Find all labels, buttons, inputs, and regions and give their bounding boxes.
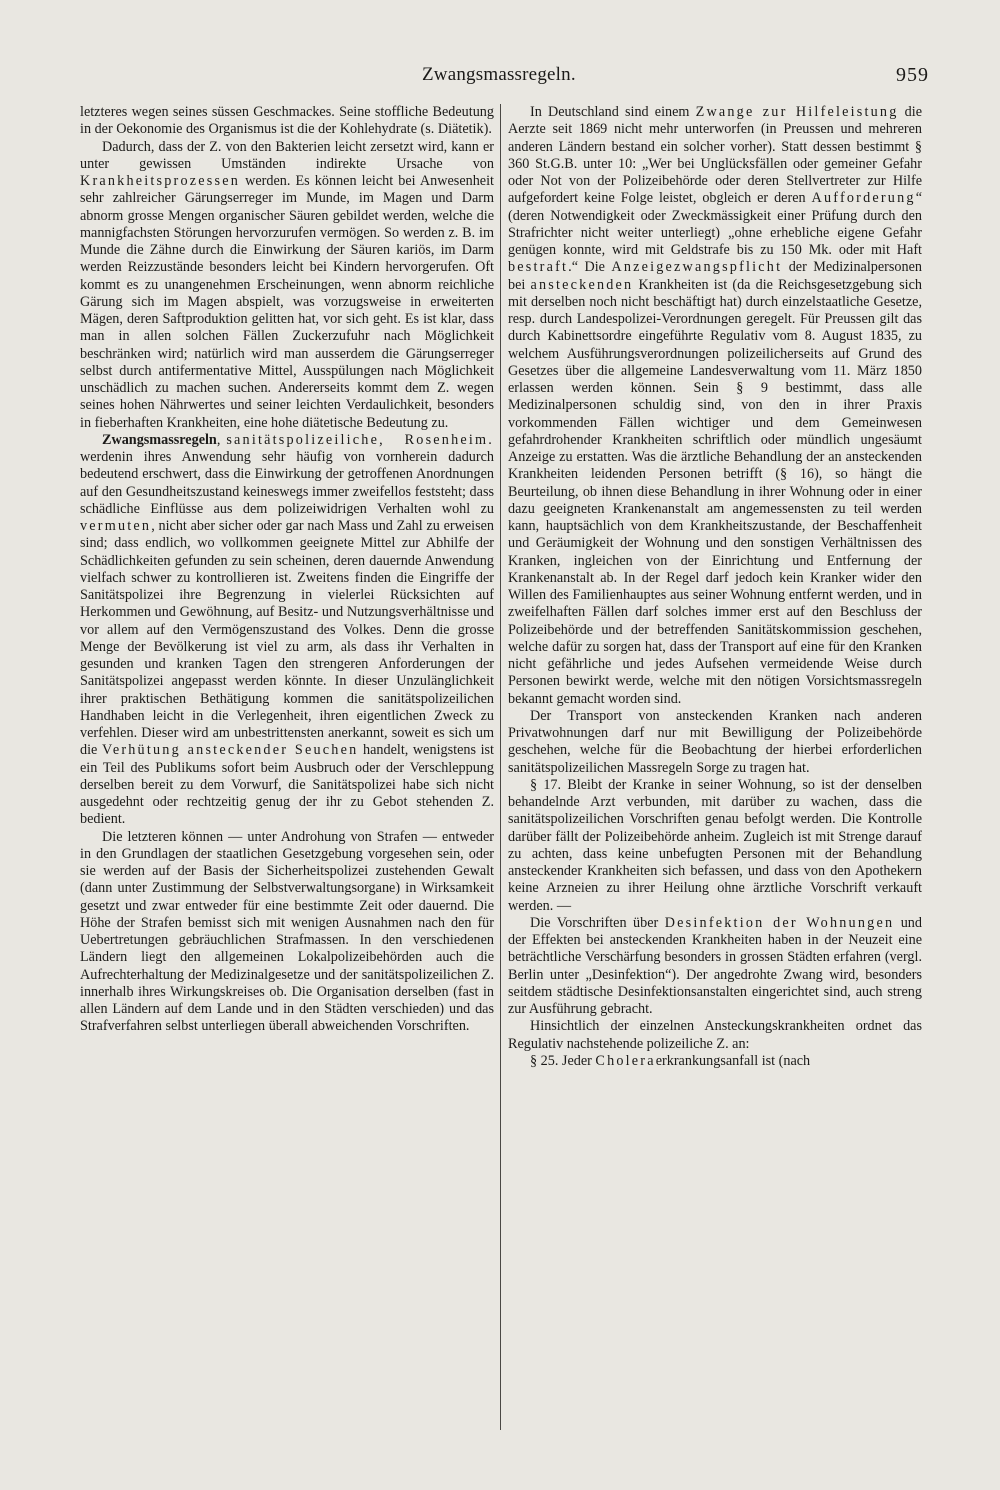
text-run: § 25. Jeder bbox=[530, 1052, 596, 1069]
spaced-emphasis: Anzeigezwangspflicht bbox=[611, 259, 783, 276]
entry-headword: Zwangsmassregeln bbox=[102, 431, 217, 448]
right-column bbox=[508, 104, 922, 1070]
text-run: Die letzteren können — unter Androhung von Strafen — entweder in den Grundlagen der staatlichen Gesetzgebung vorgesehen sein, oder sie werden auf der Basis der Sicherheitspolizei zustehenden Gewalt (dann unter Zustimmung der Selbstverwaltungsorgane) in Wirksamkeit gesetzt und zwar entweder für eine bestimmte Zeit oder dauernd. Die Höhe der Strafen bemisst sich mit wenigen Ausnahmen nach den für Uebertretungen gebräuchlichen Strafmassen. In den verschiedenen Ländern liegt den allgemeinen Lokalpolizeibehörden auch die Aufrechterhaltung der Medizinalgesetze und der sanitätspolizeilichen Z. innerhalb ihres Wirkungskreises ob. Die Organisation derselben (fast in allen Ländern auf dem Lande und in den Städten verschieden) und das Strafverfahren selbst unterliegen überall abweichenden Vorschriften. bbox=[80, 828, 494, 1035]
text-run: der Medizinalpersonen bei bbox=[508, 259, 922, 293]
text-run: , werdenin ihres Anwendung sehr häufig von vornherein dadurch bedeutend erschwert, dass die Einwirkung der getroffenen Anordnungen auf den Gesundheitszustand keineswegs immer zweifellos feststeht; dass schädliche Einflüsse aus dem polizeiwidrigen Verhalten wohl zu bbox=[80, 431, 494, 517]
text-run: Hinsichtlich der einzelnen Ansteckungskrankheiten ordnet das Regulativ nachstehende polizeiliche Z. an: bbox=[508, 1018, 922, 1052]
spaced-emphasis: ansteckenden bbox=[530, 276, 634, 293]
text-run: § 17. Bleibt der Kranke in seiner Wohnung, so ist der denselben behandelnde Arzt verbunden, mit darüber zu wachen, dass die sanitätspolizeilichen Vorschriften genau befolgt werden. Die Kontrolle darüber fällt der Polizeibehörde anheim. Zugleich ist mit Strenge darauf zu achten, dass keine unbefugten Personen mit der Behandlung ansteckender Krankheiten sich befassen, und dass von den Apothekern keine Arzneien zu ihrer Heilung ohne ärztliche Vorschrift verkauft werden. — bbox=[508, 776, 922, 914]
text-run: , nicht aber sicher oder gar nach Mass und Zahl zu erweisen sind; dass endlich, wo vollkommen geeignete Mittel zur Abhilfe der Schädlichkeiten gefunden zu sein scheinen, deren dauernde Anwendung vielfach schwer zu kontrollieren ist. Zweitens finden die Eingriffe der Sanitätspolizei ihre Begrenzung in vielerlei Rücksichten auf Herkommen und Gewöhnung, auf Besitz- und Nutzungsverhältnisse und vor allem auf den Vermögenszustand des Volkes. Denn die grosse Menge der Bevölkerung ist viel zu arm, als dass ihr Verhalten in gesunden und kranken Tagen den strengeren Anforderungen der Sanitätspolizei angepasst werden könnte. In dieser Unzulänglichkeit ihrer praktischen Bethätigung kommen die sanitätspolizeilichen Handhaben leicht in die Verlegenheit, ihren eigentlichen Zweck zu verfehlen. Dieser wird am unbestrittensten anerkannt, soweit es sich um die bbox=[80, 518, 494, 759]
text-run: In Deutschland sind einem bbox=[530, 104, 696, 120]
text-run: Die Vorschriften über bbox=[530, 914, 665, 931]
paragraph-transport bbox=[508, 708, 922, 777]
text-run: Der Transport von ansteckenden Kranken nach anderen Privatwohnungen darf nur mit Bewilligung der Polizeibehörde geschehen, welche für die Beobachtung der hierbei erforderlichen sanitätspolizeilichen Massregeln Sorge zu tragen hat. bbox=[508, 707, 922, 776]
paragraph-strafen bbox=[80, 829, 494, 1036]
text-run: erkrankungsanfall ist (nach bbox=[655, 1052, 811, 1069]
spaced-emphasis: Cholera bbox=[595, 1052, 656, 1069]
text-run: .“ Die bbox=[568, 259, 612, 276]
column-divider bbox=[500, 104, 501, 1430]
paragraph-zwangsmassregeln-entry bbox=[80, 432, 494, 829]
text-run: Dadurch, dass der Z. von den Bakterien leicht zersetzt wird, kann er unter gewissen Umständen indirekte Ursache von bbox=[80, 138, 494, 172]
paragraph-hilfeleistung bbox=[508, 104, 922, 708]
spaced-emphasis: Verhütung ansteckender Seuchen bbox=[101, 742, 359, 759]
text-run: und der Effekten bei ansteckenden Krankheiten haben in der Neuzeit eine beträchtliche Verschärfung besonders in grossen Städten erfahren (vergl. Berlin unter „Desinfektion“). Der angedrohte Zwang wird, besonders seitdem städtische Desinfektionsanstalten eingerichtet sind, auch streng zur Ausführung gebracht. bbox=[508, 914, 922, 1017]
spaced-emphasis: Zwange zur Hilfeleistung bbox=[695, 104, 899, 120]
spaced-emphasis: Aufforderung bbox=[811, 190, 916, 207]
text-run: die Aerzte seit 1869 nicht mehr unterworfen (in Preussen und mehreren anderen Ländern bestand ein solcher vorher). Statt dessen bestimmt § 360 St.G.B. unter 10: „Wer bei Unglücksfällen oder gemeiner Gefahr oder Not von der Polizeibehörde oder deren Stellvertreter zur Hilfe aufgefordert keine Folge leistet, obgleich er deren bbox=[508, 104, 922, 207]
paragraph-zucker-bedeutung bbox=[80, 104, 494, 139]
left-column bbox=[80, 104, 494, 1036]
spaced-emphasis: bestraft bbox=[508, 259, 569, 276]
text-run: werden. Es können leicht bei Anwesenheit sehr zahlreicher Gärungserreger im Munde, im Magen und Darm abnorm grosse Mengen organischer Säuren gebildet werden, welche die mannigfachsten Störungen hervorzurufen vermögen. So werden z. B. im Munde die Zähne durch die Einwirkung der Säuren kariös, im Darm werden Reizzustände besonders leicht bei Kindern hervorgerufen. Oft kommt es zu unangenehmen Erscheinungen, wenn abnorm reichliche Gärung sich im Magen abspielt, was vorzugsweise in erweiterten Mägen, deren Saftproduktion gelitten hat, vor sich geht. Es ist klar, dass man in allen solchen Fällen Zuckerzufuhr nach Möglichkeit beschränken wird; natürlich wird man ausserdem die Gärungserreger selbst durch antifermentative Mittel, Ausspülungen nach Möglichkeit unschädlich zu machen suchen. Andererseits kommt dem Z. wegen seines hohen Nährwertes und seiner leichten Verdaulichkeit, besonders in fieberhaften Krankheiten, eine hohe diätetische Bedeutung zu. bbox=[80, 173, 494, 431]
spaced-emphasis: Desinfektion der Wohnungen bbox=[664, 914, 895, 931]
paragraph-desinfektion bbox=[508, 915, 922, 1019]
spaced-emphasis: Krankheitsprozessen bbox=[80, 173, 240, 189]
running-title: Zwangsmassregeln. bbox=[422, 64, 576, 85]
text-run: Krankheiten ist (da die Reichsgesetzgebung sich mit derselben noch nicht beschäftigt hat) durch einzelstaatliche Gesetze, resp. durch Landespolizei-Verordnungen geregelt. Für Preussen gilt das durch Kabinettsordre eingeführte Regulativ vom 8. August 1835, zu welchem Ausführungsverordnungen polizeilicherseits auf Grund des Gesetzes über die allgemeine Landesverwaltung vom 11. März 1850 erlassen werden können. Sein § 9 bestimmt, dass alle Medizinalpersonen schuldig sind, von den in ihrer Praxis vorkommenden Fällen wichtiger und dem Gemeinwesen gefahrdrohender Krankheiten schriftlich oder mündlich ungesäumt Anzeige zu erstatten. Was die ärztliche Behandlung der an ansteckenden Krankheiten leidenden Personen betrifft (§ 16), so hängt die Beurteilung, ob ihnen diese Behandlung in ihrer Wohnung oder in einer dazu geeigneten Krankenanstalt am angemessensten zu teil werden kann, hauptsächlich von dem Krankheitszustande, der Beschaffenheit und Geräumigkeit der Wohnung und den sonstigen Verhältnissen des Kranken, ingleichen von der Einrichtung und Entfernung der Krankenanstalt ab. In der Regel darf jedoch kein Kranker wider den Willen des Familienhauptes aus seiner Wohnung entfernt werden, und in zweifelhaften Fällen darf solches immer erst auf den Beschluss der Polizeibehörde und der betreffenden Sanitätskommission geschehen, welche dafür zu sorgen hat, dass der Transport auf eine für den Kranken nicht gefährliche und jedes Aufsehen vermeidende Weise durch Personen bewirkt werde, welche mit den nötigen Vorsichtsmassregeln bekannt gemacht worden sind. bbox=[508, 276, 922, 707]
page-number: 959 bbox=[896, 64, 929, 86]
spaced-emphasis: sanitätspolizeiliche bbox=[226, 431, 380, 448]
text-run: , bbox=[216, 431, 227, 448]
spaced-emphasis: vermuten bbox=[80, 518, 152, 534]
paragraph-paragraph-25 bbox=[508, 1053, 922, 1070]
paragraph-paragraph-17 bbox=[508, 777, 922, 915]
text-run: letzteres wegen seines süssen Geschmackes. Seine stoffliche Bedeutung in der Oekonomie des Organismus ist die der Kohlehydrate (s. Diätetik). bbox=[80, 104, 494, 138]
text-run: handelt, wenigstens ist ein Teil des Publikums sofort beim Ausbruch oder der Verschleppung derselben bereit zu dem Vorwurf, die Sanitätspolizei habe sich nicht ausgedehnt oder rechtzeitig genug der ihr zu Gebot stehenden Z. bedient. bbox=[80, 742, 494, 828]
author-signature: Rosenheim. bbox=[404, 431, 494, 448]
text-run: “ (deren Notwendigkeit oder Zweckmässigkeit einer Prüfung durch den Strafrichter nicht weiter unterliegt) „ohne erhebliche eigene Gefahr genügen konnte, wird mit Geldstrafe bis zu 150 Mk. oder mit Haft bbox=[508, 190, 922, 258]
page-header bbox=[0, 62, 1000, 92]
paragraph-regulativ bbox=[508, 1018, 922, 1053]
